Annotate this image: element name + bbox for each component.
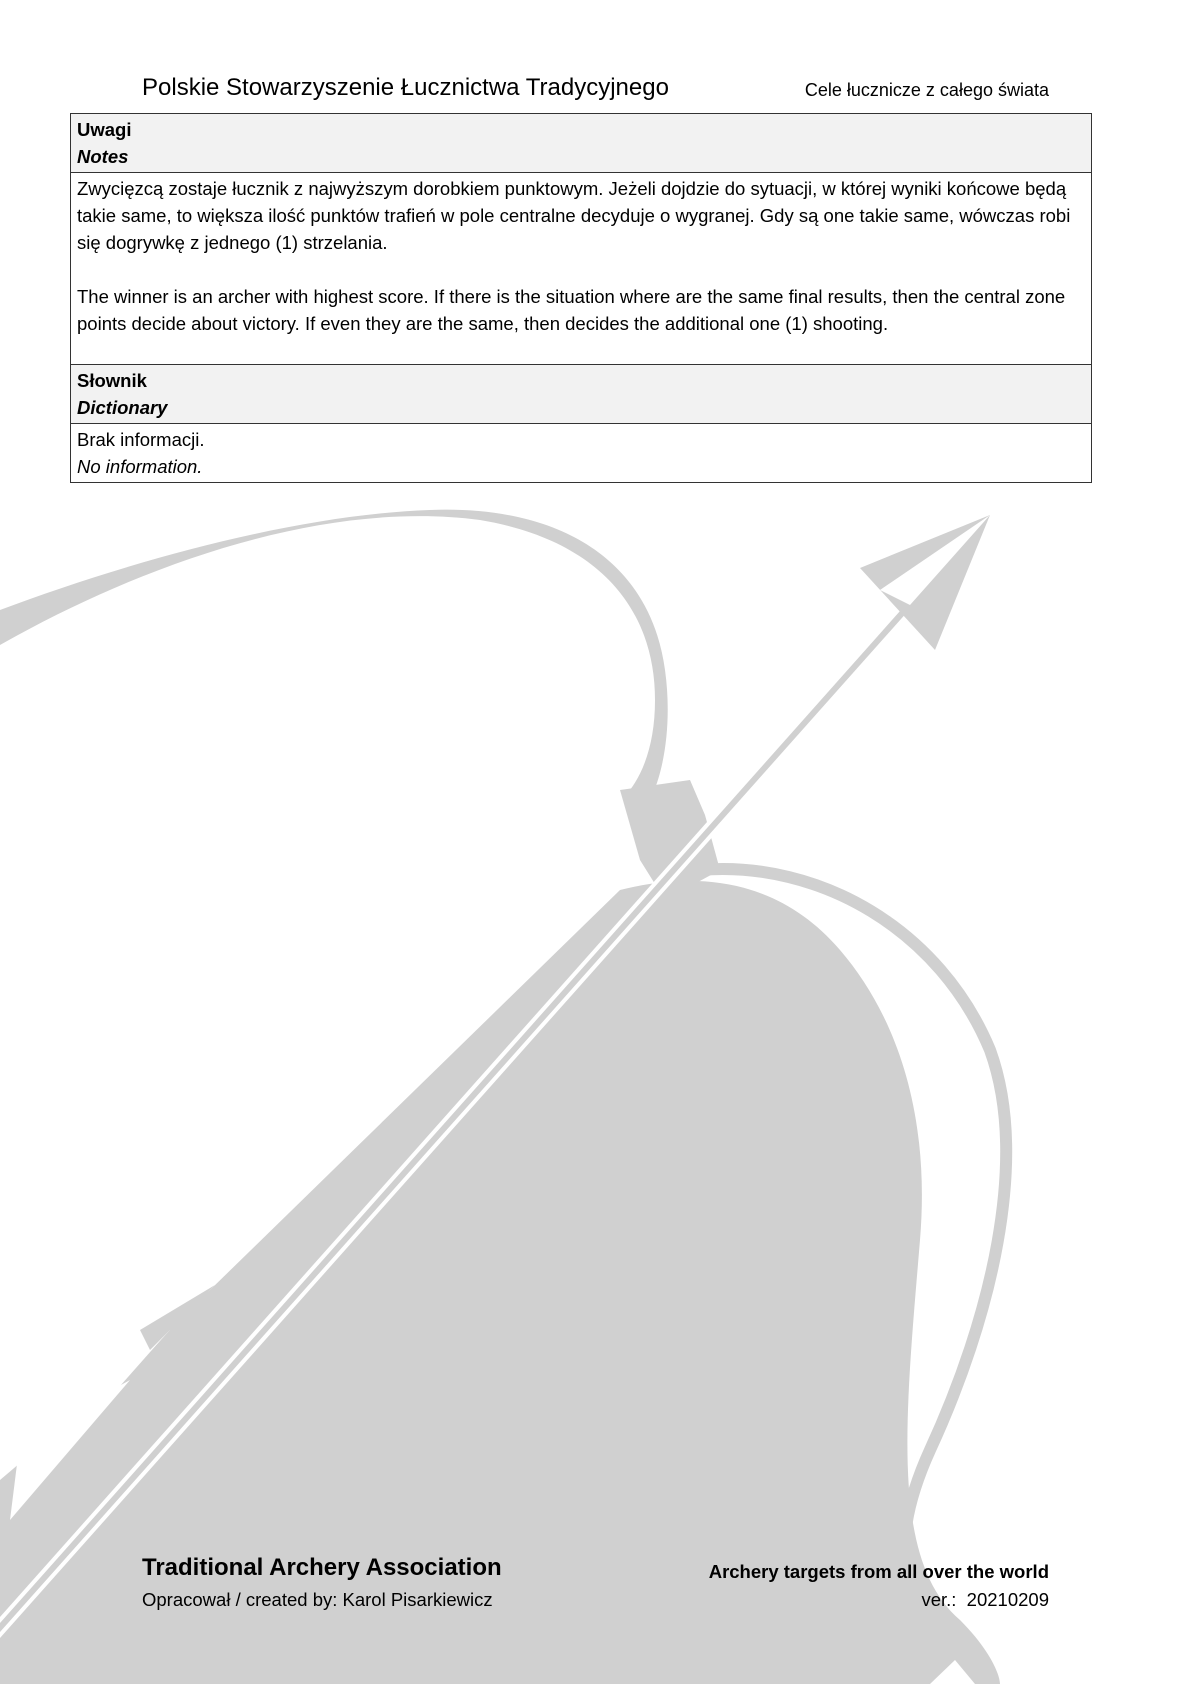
notes-label-en: Notes (77, 146, 129, 167)
dictionary-header-cell (71, 365, 1092, 424)
dictionary-text-pl: Brak informacji. (77, 429, 205, 450)
dictionary-label-pl: Słownik (77, 370, 147, 391)
notes-text-pl: Zwycięzcą zostaje łucznik z najwyższym dorobkiem punktowym. Jeżeli dojdzie do sytuacji, w której wyniki końcowe będą takie same, to większa ilość punktów trafień w pole centralne decyduje o wygranej. Gdy są one takie same, wówczas robi się dogrywkę z jednego (1) strzelania. (77, 178, 1071, 253)
dictionary-text-en: No information. (77, 456, 203, 477)
notes-label-pl: Uwagi (77, 119, 132, 140)
notes-body-row (71, 173, 1092, 365)
dictionary-header-row (71, 365, 1092, 424)
version-label: ver.: 20210209 (921, 1589, 1049, 1610)
notes-body-cell (71, 173, 1092, 365)
document-title-pl: Cele łucznicze z całego świata (804, 80, 1049, 100)
notes-header-row (71, 114, 1092, 173)
dictionary-label-en: Dictionary (77, 397, 168, 418)
notes-table (70, 113, 1092, 483)
notes-text-en: The winner is an archer with highest score. If there is the situation where are the same final results, then the central zone points decide about victory. If even they are the same, then decides the additional one (1) shooting. (77, 286, 1066, 334)
notes-header-cell (71, 114, 1092, 173)
dictionary-body-cell (71, 424, 1092, 483)
document-title-en: Archery targets from all over the world (708, 1561, 1049, 1582)
organization-name-pl: Polskie Stowarzyszenie Łucznictwa Tradycyjnego (142, 74, 669, 101)
dictionary-body-row (71, 424, 1092, 483)
author-credit: Opracował / created by: Karol Pisarkiewicz (142, 1589, 493, 1610)
organization-name-en: Traditional Archery Association (142, 1554, 502, 1581)
